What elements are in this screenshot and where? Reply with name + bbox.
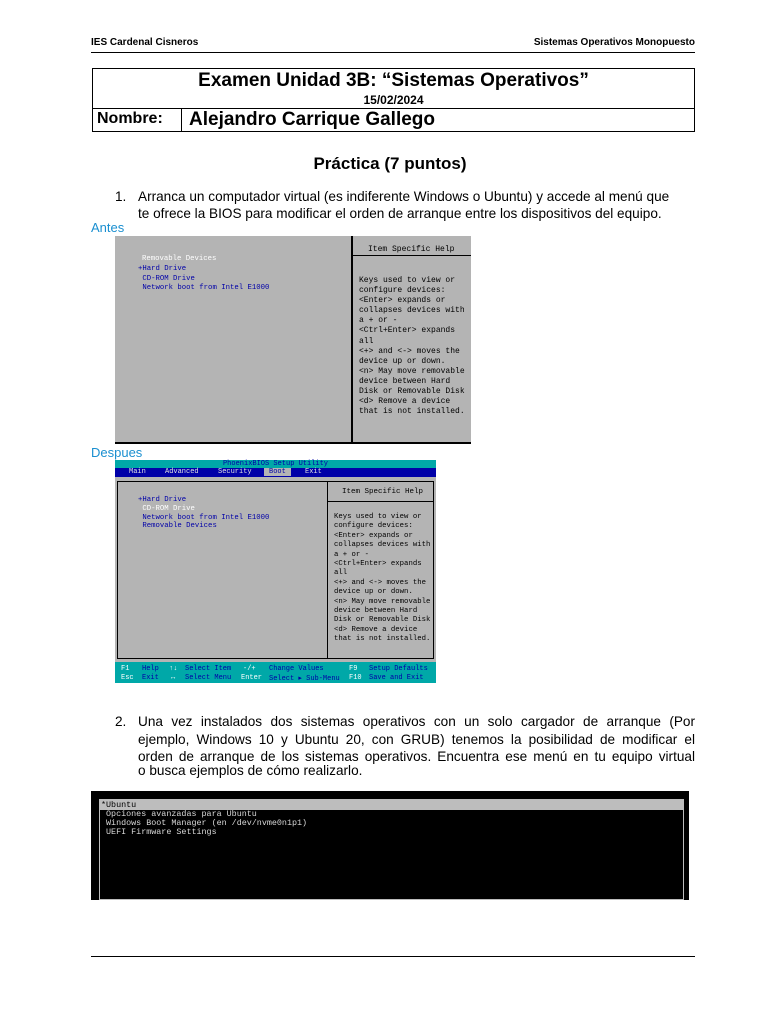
bios-before-screenshot	[115, 236, 471, 444]
bios-before-item: CD-ROM Drive	[138, 275, 195, 283]
header-right: Sistemas Operativos Monopuesto	[533, 37, 695, 48]
bios-before-item: Removable Devices	[142, 255, 217, 263]
section-title: Práctica (7 puntos)	[313, 154, 467, 173]
grub-entry-uefi[interactable]: UEFI Firmware Settings	[101, 827, 217, 837]
bios-after-item: +Hard Drive	[138, 496, 187, 504]
tab-boot[interactable]: Boot	[264, 468, 291, 476]
exam-date: 15/02/2024	[363, 93, 424, 107]
bios-after-screenshot	[115, 460, 436, 683]
bios-after-body	[115, 477, 436, 662]
bios-footer: F1 Help ↑↓ Select Item -/+ Change Values F9 Setup Defaults Esc Exit ↔ Select Menu Enter Select ▸ Sub-Menu F10 Save and Exit	[121, 665, 428, 683]
q2-line1: Una vez instalados dos sistemas operativos con un solo cargador de arranque (Por	[138, 714, 695, 729]
bios-after-item: CD-ROM Drive	[138, 505, 195, 513]
grub-entry-windows[interactable]: Windows Boot Manager (en /dev/nvme0n1p1)	[101, 818, 308, 828]
tab-exit[interactable]: Exit	[305, 468, 322, 476]
grub-entry-ubuntu[interactable]: *Ubuntu	[101, 800, 137, 810]
bios-after-help: Keys used to view or configure devices: <Enter> expands or collapses devices with a + or - <Ctrl+Enter> expands all <+> and <-> moves the device up or down. <n> May move removable device between Hard Disk or Removable Disk <d> Remove a device that is not installed.	[334, 513, 431, 644]
bios-after-item: Removable Devices	[138, 522, 217, 530]
tab-advanced[interactable]: Advanced	[165, 468, 199, 476]
bios-before-help: Keys used to view or configure devices: <Enter> expands or collapses devices with a + or - <Ctrl+Enter> expands all <+> and <-> moves the device up or down. <n> May move removable device between Hard Disk or Removable Disk <d> Remove a device that is not installed.	[359, 276, 465, 417]
caption-after: Despues	[91, 445, 143, 460]
bios-utility-title: PhoenixBIOS Setup Utility	[222, 460, 329, 468]
bios-before-divider	[351, 236, 353, 444]
tab-main[interactable]: Main	[129, 468, 146, 476]
q2-line4: o busca ejemplos de cómo realizarlo.	[138, 763, 363, 778]
q2-line3: orden de arranque de los sistemas operativos. Encuentra ese menú en tu equipo virtual	[138, 749, 695, 764]
name-divider	[181, 108, 182, 131]
q2-number: 2.	[115, 714, 127, 729]
bios-after-item: Network boot from Intel E1000	[138, 514, 270, 522]
tab-security[interactable]: Security	[218, 468, 252, 476]
name-label: Nombre:	[97, 110, 163, 127]
footer-rule	[91, 956, 695, 957]
grub-screenshot	[91, 791, 689, 900]
q1-line1: Arranca un computador virtual (es indiferente Windows o Ubuntu) y accede al menú que	[138, 189, 670, 204]
exam-title: Examen Unidad 3B: “Sistemas Operativos”	[198, 70, 589, 91]
bios-tab-bar	[115, 468, 436, 477]
caption-before: Antes	[91, 220, 125, 235]
q1-line2: te ofrece la BIOS para modificar el orden de arranque entre los dispositivos del equipo.	[138, 206, 662, 221]
name-value: Alejandro Carrique Gallego	[189, 109, 435, 130]
q2-line2: ejemplo, Windows 10 y Ubuntu 20, con GRUB) tenemos la posibilidad de modificar el	[138, 732, 695, 747]
header-rule	[91, 52, 695, 53]
bios-before-item: +Hard Drive	[138, 265, 187, 273]
grub-entry-advanced[interactable]: Opciones avanzadas para Ubuntu	[101, 809, 257, 819]
bios-after-help-title: Item Specific Help	[342, 488, 424, 496]
bios-before-help-title: Item Specific Help	[368, 245, 455, 254]
bios-before-item: Network boot from Intel E1000	[138, 284, 270, 292]
header-left: IES Cardenal Cisneros	[91, 37, 199, 48]
q1-number: 1.	[115, 189, 127, 204]
